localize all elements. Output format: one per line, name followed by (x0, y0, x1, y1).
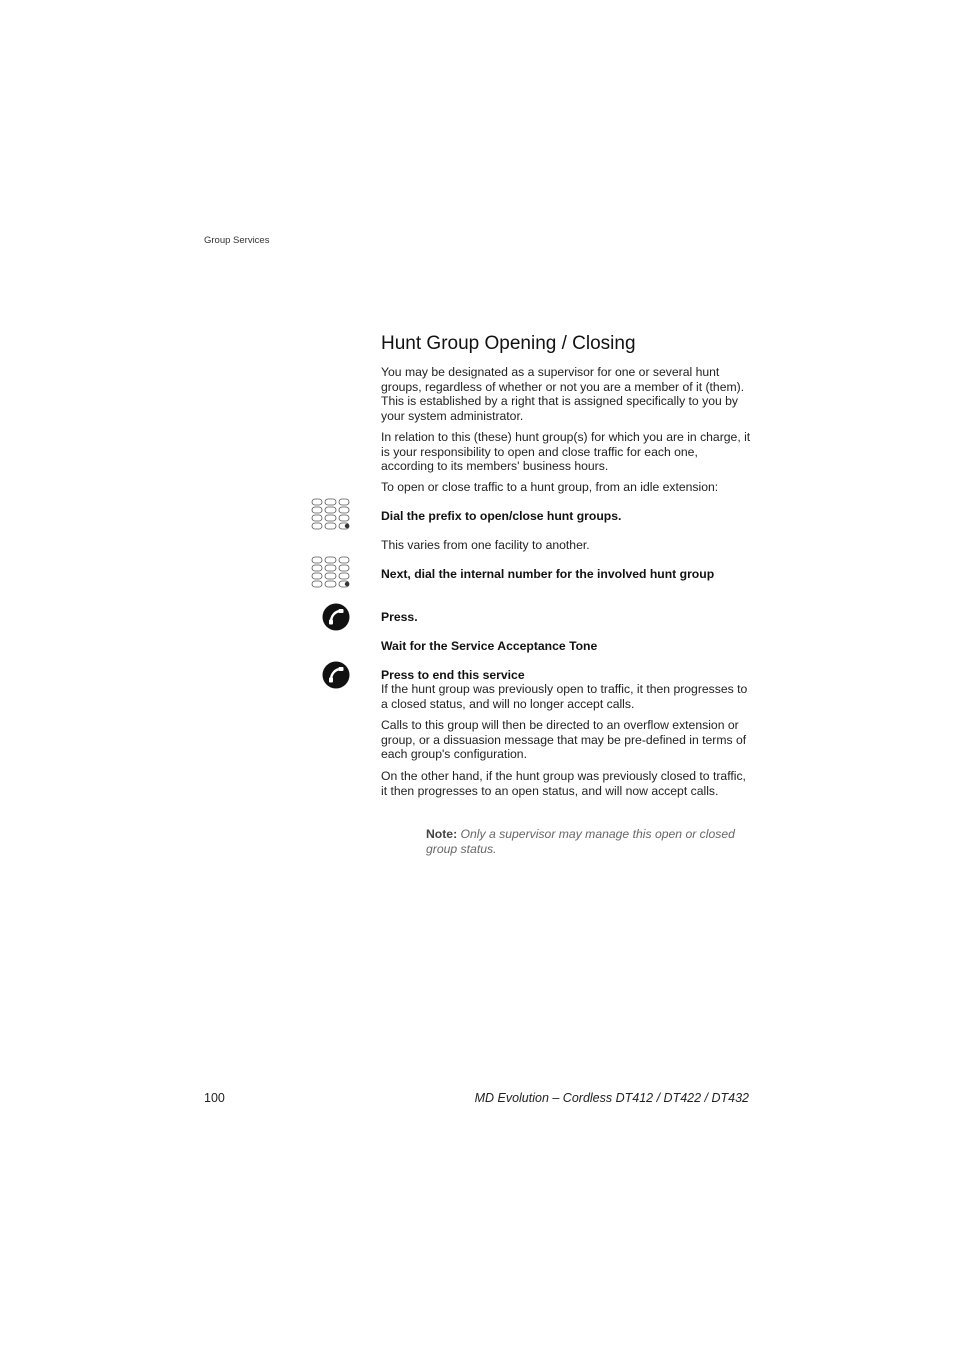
note (426, 827, 751, 856)
keypad-icon (310, 556, 352, 590)
section-header: Group Services (204, 235, 270, 246)
phone-icon (322, 661, 350, 689)
phone-icon (322, 603, 350, 631)
step-note-facility: This varies from one facility to another. (381, 538, 590, 552)
intro-paragraph-3: To open or close traffic to a hunt group, from an idle extension: (381, 480, 719, 494)
step-dial-prefix: Dial the prefix to open/close hunt groups. (381, 509, 622, 523)
keypad-icon (310, 498, 352, 532)
result-paragraph-1: If the hunt group was previously open to traffic, it then progresses to a closed status, and will no longer accept calls. (381, 682, 748, 711)
step-dial-internal-number: Next, dial the internal number for the involved hunt group (381, 567, 715, 581)
intro-paragraph-1: You may be designated as a supervisor for one or several hunt groups, regardless of whether or not you are a member of it (them). This is established by a right that is assigned specifically to you by your system administrator. (381, 365, 745, 423)
note-text: Only a supervisor may manage this open or closed group status. (426, 827, 735, 856)
page-title: Hunt Group Opening / Closing (381, 333, 636, 354)
step-press-end: Press to end this service (381, 668, 525, 682)
page-number: 100 (204, 1091, 225, 1105)
product-title: MD Evolution – Cordless DT412 / DT422 / DT432 (474, 1091, 749, 1105)
note-label: Note: (426, 827, 458, 841)
intro-paragraph-2: In relation to this (these) hunt group(s) for which you are in charge, it is your responsibility to open and close traffic for each one, according to its members' business hours. (381, 430, 751, 474)
result-paragraph-3: On the other hand, if the hunt group was previously closed to traffic, it then progresses to an open status, and will now accept calls. (381, 769, 746, 798)
result-paragraph-2: Calls to this group will then be directed to an overflow extension or group, or a dissuasion message that may be pre-defined in terms of each group's configuration. (381, 718, 747, 762)
step-wait-tone: Wait for the Service Acceptance Tone (381, 639, 598, 653)
step-press: Press. (381, 610, 418, 624)
